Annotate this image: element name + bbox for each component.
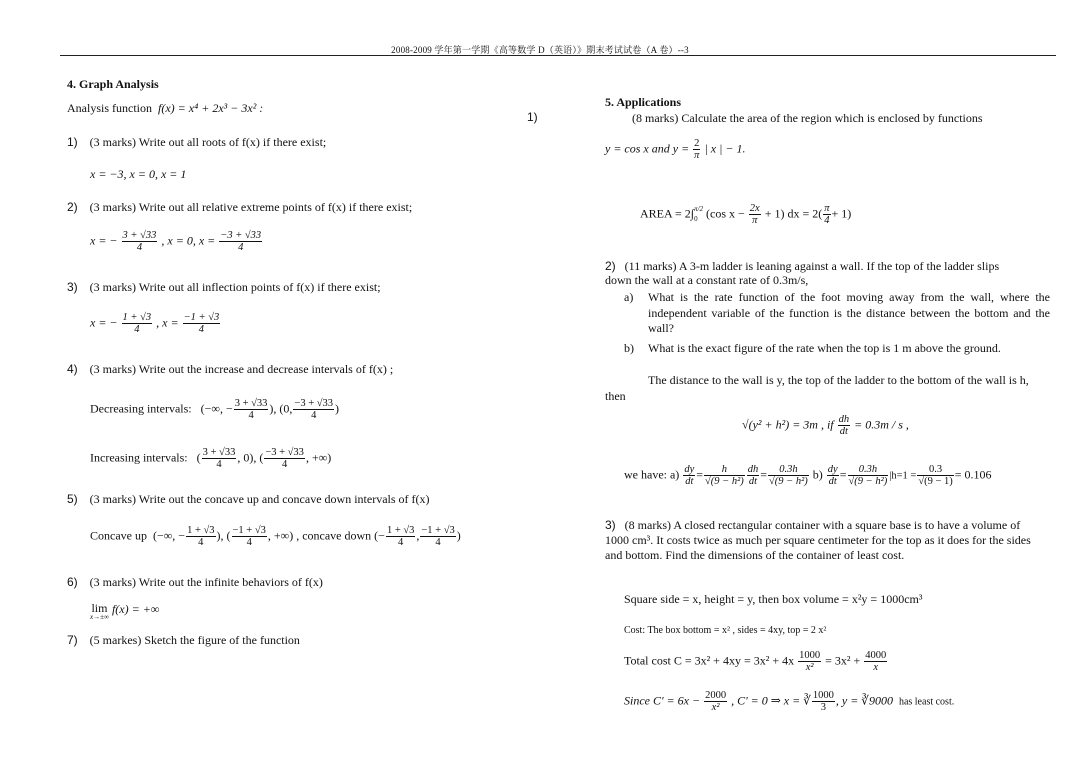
question-6-text: (3 marks) Write out the infinite behaviors of f(x) xyxy=(89,575,323,589)
area-part-a: AREA = 2∫ xyxy=(640,206,695,221)
fraction-denominator: π xyxy=(694,150,700,162)
concave-down-mid: , xyxy=(416,528,420,543)
page-header: 2008-2009 学年第一学期《高等数学 D（英语）》期末考试试卷（A 卷）--3 xyxy=(391,45,689,55)
total-cost-fraction-1 xyxy=(798,650,821,673)
limit-subscript: x→±∞ xyxy=(90,613,109,621)
question-4-text: (3 marks) Write out the increase and decrease intervals of f(x) ; xyxy=(89,362,394,376)
question-1-number: 1) xyxy=(67,135,78,149)
fraction-numerator: 4000 xyxy=(865,650,887,661)
answer-3-fraction-2 xyxy=(183,312,221,335)
wh-fraction-3 xyxy=(747,464,760,487)
question-6 xyxy=(67,575,323,590)
concavity-intervals xyxy=(90,525,461,548)
integral-lower-limit: 0 xyxy=(694,214,698,223)
equation-part-b: | x | − 1. xyxy=(704,141,746,156)
decreasing-label: Decreasing intervals: xyxy=(90,401,192,416)
fraction-denominator: 4 xyxy=(136,242,143,254)
fraction-numerator: 1 + √3 xyxy=(187,525,215,536)
wh-result: = 0.106 xyxy=(954,467,992,482)
fraction-numerator: 2000 xyxy=(705,690,727,701)
fraction-numerator: 0.3h xyxy=(848,464,889,476)
fraction-numerator: −3 + √33 xyxy=(220,230,262,241)
since-line xyxy=(624,690,954,713)
concave-up-part-c: , +∞) , concave down (− xyxy=(267,528,385,543)
total-cost-part-a: Total cost C = 3x² + 4xy = 3x² + 4x xyxy=(624,653,795,668)
limit-operator xyxy=(90,602,109,621)
fraction-denominator: 4 xyxy=(246,537,252,549)
question-3 xyxy=(67,280,381,295)
wh-fraction-5 xyxy=(827,464,839,487)
fraction-denominator: √(9 − 1) xyxy=(918,476,953,488)
solution-2-line-1: The distance to the wall is y, the top of the ladder to the bottom of the wall is h, xyxy=(648,373,1029,387)
fraction-denominator: x xyxy=(873,662,879,674)
wh-equals-1: = xyxy=(696,467,704,482)
problem-1-text: (8 marks) Calculate the area of the region which is enclosed by functions xyxy=(632,111,983,125)
fraction-numerator: −3 + √33 xyxy=(294,398,334,409)
answer-3 xyxy=(90,312,221,335)
problem-3-text-1: (8 marks) A closed rectangular container with a square base is to have a volume of xyxy=(624,518,1021,532)
fraction-numerator: 2 xyxy=(694,138,700,149)
concave-up-label: Concave up xyxy=(90,528,147,543)
decreasing-fraction-2 xyxy=(293,398,334,421)
fraction-numerator: h xyxy=(704,464,745,476)
since-part-b: , C' = 0 ⇒ x = ∛ xyxy=(731,693,811,708)
question-7-number: 7) xyxy=(67,633,78,647)
integral-upper-limit: π/2 xyxy=(694,205,704,214)
wh-fraction-1 xyxy=(683,464,695,487)
condition-part-b: = 0.3m / s , xyxy=(854,417,909,432)
decreasing-fraction-1 xyxy=(234,398,269,421)
limit-word: lim xyxy=(91,601,108,615)
question-5 xyxy=(67,492,430,507)
fraction-denominator: 4 xyxy=(198,537,204,549)
fraction-denominator: 4 xyxy=(435,537,441,549)
concave-down-fraction-1 xyxy=(386,525,415,548)
wh-fraction-7 xyxy=(917,464,953,487)
fraction-numerator: dy xyxy=(684,464,695,475)
problem-1-equations xyxy=(605,138,745,161)
fraction-denominator: dt xyxy=(828,476,837,488)
answer-2-fraction-1 xyxy=(122,230,158,253)
question-2 xyxy=(67,200,412,215)
decreasing-part-b: ), (0, xyxy=(269,401,293,416)
header-rule xyxy=(60,55,1056,56)
fraction-numerator: 3 + √33 xyxy=(234,398,268,409)
question-6-number: 6) xyxy=(67,575,78,589)
increasing-fraction-2 xyxy=(264,447,305,470)
fraction-denominator: 4 xyxy=(134,324,140,336)
solution-2-line-2: then xyxy=(605,389,626,403)
fraction-numerator: 2x xyxy=(749,203,760,214)
problem-2-line-1 xyxy=(605,259,999,274)
solution-3-line-2: Cost: The box bottom = x² , sides = 4xy, top = 2 x² xyxy=(624,625,827,636)
concave-up-part-b: ), ( xyxy=(216,528,231,543)
fraction-numerator: dy xyxy=(827,464,838,475)
fraction-numerator: dh xyxy=(838,414,850,425)
problem-3-line-2: 1000 cm³. It costs twice as much per square centimeter for the top as it does for the sides xyxy=(605,533,1031,547)
wh-fraction-2 xyxy=(704,464,745,487)
fraction-numerator: −1 + √3 xyxy=(183,312,220,323)
area-formula xyxy=(640,203,851,226)
answer-2-mid: , x = 0, x = xyxy=(161,233,216,248)
question-7-text: (5 markes) Sketch the figure of the function xyxy=(89,633,300,647)
fraction-denominator: x² xyxy=(805,662,814,674)
fraction-numerator: 1 + √3 xyxy=(386,525,415,536)
wh-equals-2: = xyxy=(760,467,768,482)
question-1-text: (3 marks) Write out all roots of f(x) if there exist; xyxy=(89,135,327,149)
answer-2-lhs: x = − xyxy=(90,233,118,248)
increasing-intervals xyxy=(90,447,331,470)
wh-evaluation: |h=1 = xyxy=(889,470,917,482)
wh-equals-3: = xyxy=(839,467,847,482)
concave-down-fraction-2 xyxy=(420,525,455,548)
increasing-fraction-1 xyxy=(202,447,237,470)
area-part-c: + 1) dx = 2( xyxy=(764,206,823,221)
fraction-denominator: π xyxy=(752,215,758,227)
fraction-denominator: dt xyxy=(685,476,694,488)
fraction-denominator: dt xyxy=(748,476,758,488)
fraction-numerator: −1 + √3 xyxy=(421,525,455,536)
total-cost-line xyxy=(624,650,888,673)
since-part-a: Since C' = 6x − xyxy=(624,693,701,708)
fraction-denominator: 4 xyxy=(216,459,222,471)
fraction-numerator: 1 + √3 xyxy=(122,312,152,323)
problem-3-number: 3) xyxy=(605,518,616,532)
concave-up-part-a: (−∞, − xyxy=(152,528,186,543)
fraction-numerator: 0.3 xyxy=(917,464,953,476)
problem-2-text-1: (11 marks) A 3-m ladder is leaning against a wall. If the top of the ladder slips xyxy=(624,259,1000,273)
intro-label: Analysis function xyxy=(67,101,152,115)
since-part-c: , y = ∛9000 xyxy=(835,693,893,708)
fraction-numerator: π xyxy=(824,203,830,214)
question-1 xyxy=(67,135,326,150)
fraction-numerator: 1000 xyxy=(799,650,821,661)
answer-3-fraction-1 xyxy=(122,312,153,335)
question-2-text: (3 marks) Write out all relative extreme points of f(x) if there exist; xyxy=(89,200,413,214)
answer-2 xyxy=(90,230,263,253)
equation-part-a: y = cos x and y = xyxy=(605,141,690,156)
fraction-denominator: 4 xyxy=(824,215,830,227)
section-title-applications: 5. Applications xyxy=(605,95,682,109)
wh-fraction-4 xyxy=(768,464,809,487)
question-4 xyxy=(67,362,393,377)
concave-up-fraction-1 xyxy=(186,525,215,548)
increasing-part-a: ( xyxy=(196,450,201,465)
fraction-numerator: 3 + √33 xyxy=(202,447,236,458)
answer-6 xyxy=(90,602,159,621)
decreasing-intervals xyxy=(90,398,339,421)
we-have-line xyxy=(624,464,992,487)
fraction-numerator: 3 + √33 xyxy=(122,230,157,241)
fraction-denominator: 4 xyxy=(238,242,244,254)
section-title-graph-analysis: 4. Graph Analysis xyxy=(67,77,159,91)
fraction-denominator: √(9 − h²) xyxy=(848,476,888,488)
integral-limits xyxy=(694,205,703,223)
question-7 xyxy=(67,633,300,648)
condition-part-a: √(y² + h²) = 3m , if xyxy=(742,417,834,432)
question-2-number: 2) xyxy=(67,200,78,214)
total-cost-part-b: = 3x² + xyxy=(825,653,861,668)
stray-number: 1) xyxy=(527,110,538,124)
concave-down-end: ) xyxy=(456,528,461,543)
fraction-numerator: −3 + √33 xyxy=(265,447,304,458)
since-fraction-2 xyxy=(812,690,835,713)
answer-2-fraction-2 xyxy=(219,230,262,253)
fraction-numerator: dh xyxy=(747,464,759,475)
decreasing-part-a: (−∞, − xyxy=(200,401,233,416)
we-have-label: we have: a) xyxy=(624,467,680,482)
fraction-denominator: 4 xyxy=(311,410,317,422)
fraction-denominator: √(9 − h²) xyxy=(705,476,744,488)
question-5-text: (3 marks) Write out the concave up and concave down intervals of f(x) xyxy=(89,492,430,506)
problem-2a-text: What is the rate function of the foot moving away from the wall, where the independent variable of the function is the distance between the bottom and the wall? xyxy=(648,290,1050,336)
solution-3-line-1: Square side = x, height = y, then box volume = x²y = 1000cm³ xyxy=(624,592,923,606)
fraction-denominator: x² xyxy=(711,702,720,714)
increasing-part-b: , 0), ( xyxy=(237,450,264,465)
fraction-numerator: 0.3h xyxy=(768,464,809,476)
fraction-denominator: dt xyxy=(839,426,848,438)
wh-b-label: b) xyxy=(812,467,823,482)
fraction-denominator: 4 xyxy=(248,410,254,422)
since-fraction-1 xyxy=(704,690,727,713)
fraction-numerator: 1000 xyxy=(812,690,834,701)
problem-2b-text: What is the exact figure of the rate when the top is 1 m above the ground. xyxy=(648,341,1001,355)
problem-3-line-1 xyxy=(605,518,1020,533)
limit-result: f(x) = +∞ xyxy=(111,602,160,616)
total-cost-fraction-2 xyxy=(864,650,887,673)
fraction-denominator: 3 xyxy=(820,702,826,714)
wh-fraction-6 xyxy=(848,464,889,487)
answer-3-mid: , x = xyxy=(156,315,179,330)
problem-2-line-2: down the wall at a constant rate of 0.3m/s, xyxy=(605,273,809,287)
fraction-denominator: 4 xyxy=(282,459,288,471)
area-fraction-2 xyxy=(823,203,830,226)
condition-fraction xyxy=(838,414,851,437)
fraction-denominator: √(9 − h²) xyxy=(769,476,808,488)
problem-3-line-3: and bottom. Find the dimensions of the container of least cost. xyxy=(605,548,905,562)
problem-2b-label: b) xyxy=(624,341,634,355)
increasing-label: Increasing intervals: xyxy=(90,450,188,465)
fraction-denominator: 4 xyxy=(198,324,205,336)
answer-3-lhs: x = − xyxy=(90,315,118,330)
area-part-d: + 1) xyxy=(831,206,852,221)
since-conclusion: has least cost. xyxy=(898,696,955,708)
equation-fraction xyxy=(693,138,700,161)
question-3-number: 3) xyxy=(67,280,78,294)
intro-function: f(x) = x⁴ + 2x³ − 3x² : xyxy=(158,101,264,115)
question-5-number: 5) xyxy=(67,492,78,506)
intro-text xyxy=(67,101,263,116)
question-4-number: 4) xyxy=(67,362,78,376)
increasing-part-c: , +∞) xyxy=(305,450,332,465)
area-fraction-1 xyxy=(749,203,761,226)
fraction-denominator: 4 xyxy=(398,537,404,549)
fraction-numerator: −1 + √3 xyxy=(232,525,266,536)
problem-2a-label: a) xyxy=(624,290,634,304)
problem-2-number: 2) xyxy=(605,259,616,273)
decreasing-part-c: ) xyxy=(335,401,340,416)
question-3-text: (3 marks) Write out all inflection points of f(x) if there exist; xyxy=(89,280,381,294)
ladder-condition xyxy=(742,414,909,437)
area-part-b: (cos x − xyxy=(706,206,745,221)
concave-up-fraction-2 xyxy=(232,525,267,548)
answer-1: x = −3, x = 0, x = 1 xyxy=(90,167,187,181)
